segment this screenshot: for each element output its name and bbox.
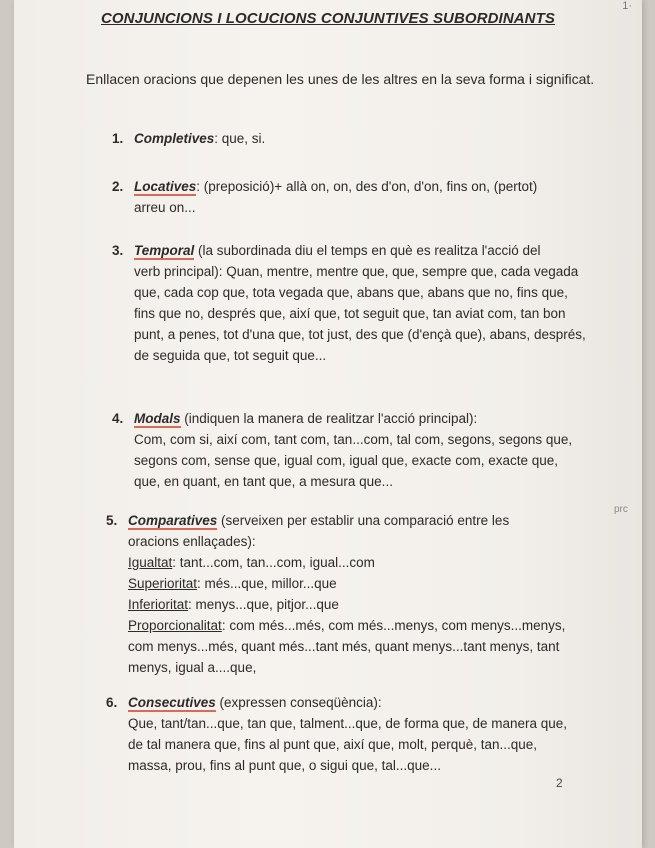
subtype-text: : com més...més, com més...menys, com menys...menys, com menys...més, quant més...tant més, quant menys...tant menys, tant menys, igual a....que,: [128, 618, 566, 675]
margin-note: prc: [614, 504, 628, 515]
document-title: CONJUNCIONS I LOCUCIONS CONJUNTIVES SUBORDINANTS: [100, 10, 555, 27]
section-number: 6.: [106, 695, 118, 710]
section-heading-text: (serveixen per establir una comparació entre les: [217, 513, 510, 528]
section-comparatives: [106, 510, 591, 678]
subtype-text: : menys...que, pitjor...que: [188, 597, 339, 612]
document-page: [14, 0, 642, 848]
subtype-label: Inferioritat: [128, 597, 189, 612]
section-consecutives: [106, 692, 576, 776]
intro-paragraph: Enllacen oracions que depenen les unes de les altres en la seva forma i significat.: [86, 71, 595, 87]
section-temporal: [112, 240, 592, 366]
subtype-label: Proporcionalitat: [128, 618, 222, 633]
section-term: Modals: [134, 411, 181, 426]
section-body: verb principal): Quan, mentre, mentre que, que, sempre que, cada vegada que, cada cop que, tota vegada que, abans que, abans que no, fins que, fins que no, després que, així que, tot seguit que, tan aviat com, tan bon punt, a penes, tot d'una que, tot just, des que (d'ençà que), abans, després, de seguida que, tot seguit que...: [134, 264, 586, 363]
comparative-subtype: [128, 552, 591, 573]
section-heading-text: (la subordinada diu el temps en què es realitza l'acció del: [194, 243, 541, 258]
subtype-label: Igualtat: [128, 555, 173, 570]
section-number: 2.: [112, 179, 124, 194]
section-modals: [112, 408, 587, 492]
section-heading-text: : (preposició)+ allà on, on, des d'on, d'on, fins on, (pertot): [196, 179, 538, 194]
page-number: 2: [556, 776, 563, 790]
section-number: 5.: [106, 513, 118, 528]
section-number: 4.: [112, 411, 124, 426]
section-number: 1.: [112, 131, 124, 146]
section-term: Locatives: [134, 179, 197, 194]
comparative-subtype: [128, 573, 591, 594]
comparative-subtype: [128, 615, 591, 678]
corner-mark: 1·: [622, 0, 632, 12]
section-term: Completives: [134, 131, 215, 146]
section-heading-text: (expressen conseqüència):: [215, 695, 382, 710]
section-number: 3.: [112, 243, 124, 258]
section-locatives: [112, 176, 602, 218]
subtype-text: : més...que, millor...que: [197, 576, 337, 591]
section-heading-text: : que, si.: [214, 131, 266, 146]
comparative-subtype: [128, 594, 591, 615]
section-term: Consecutives: [128, 695, 216, 710]
section-body: Que, tant/tan...que, tan que, talment...que, de forma que, de manera que, de tal manera que, fins al punt que, així que, molt, perquè, tan...que, massa, prou, fins al punt que, o sigui que, tal...que...: [128, 716, 568, 773]
section-term: Comparatives: [128, 513, 218, 528]
section-heading-text: (indiquen la manera de realitzar l'acció principal):: [180, 411, 478, 426]
section-body: Com, com si, així com, tant com, tan...com, tal com, segons, segons que, segons com, sense que, igual com, igual que, exacte com, exacte que, que, en quant, en tant que, a mesura que...: [134, 432, 573, 489]
subtype-label: Superioritat: [128, 576, 198, 591]
section-term: Temporal: [134, 243, 195, 258]
section-body: arreu on...: [134, 200, 196, 215]
subtype-text: : tant...com, tan...com, igual...com: [172, 555, 375, 570]
section-body: oracions enllaçades):: [128, 534, 256, 549]
section-completives: [112, 128, 592, 149]
